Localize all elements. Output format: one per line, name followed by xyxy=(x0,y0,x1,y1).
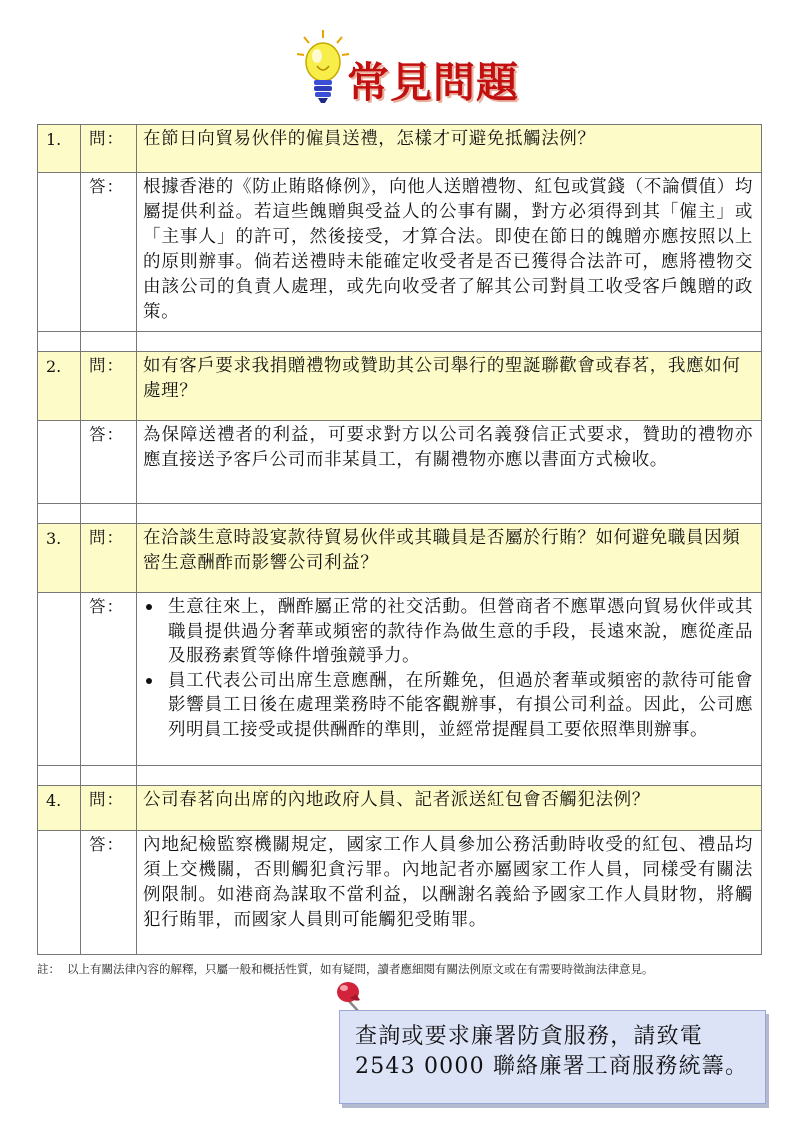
answer-row xyxy=(38,831,762,955)
contact-line-1: 查詢或要求廉署防貪服務，請致電 xyxy=(355,1024,704,1049)
question-row xyxy=(38,786,762,831)
page-header xyxy=(0,0,800,118)
question-row xyxy=(38,125,762,173)
answer-label: 答： xyxy=(89,597,124,616)
question-number: 3. xyxy=(46,529,62,548)
question-number: 4. xyxy=(46,791,62,810)
answer-label: 答： xyxy=(89,835,124,854)
question-label: 問： xyxy=(89,356,124,375)
faq-table xyxy=(37,124,762,955)
answer-row xyxy=(38,421,762,504)
footnote-label: 註： xyxy=(37,962,60,976)
spacer-row xyxy=(38,504,762,524)
answer-label: 答： xyxy=(89,425,124,444)
footnote xyxy=(37,961,762,977)
answer-text: 根據香港的《防止賄賂條例》，向他人送贈禮物、紅包或賞錢（不論價值）均屬提供利益。若這些餽贈與受益人的公事有關，對方必須得到其「僱主」或「主事人」的許可，然後接受，才算合法。即使在節日的餽贈亦應按照以上的原則辦事。倘若送禮時未能確定收受者是否已獲得合法許可，應將禮物交由該公司的負責人處理，或先向收受者了解其公司對員工收受客戶餽贈的政策。 xyxy=(143,177,753,322)
question-label: 問： xyxy=(89,790,124,809)
question-number: 2. xyxy=(46,357,62,376)
answer-label: 答： xyxy=(89,177,124,196)
answer-bullet-list xyxy=(137,593,761,746)
question-text: 公司春茗向出席的內地政府人員、記者派送紅包會否觸犯法例？ xyxy=(143,790,650,810)
contact-line-2: 2543 0000 聯絡廉署工商服務統籌。 xyxy=(355,1054,749,1079)
question-label: 問： xyxy=(89,528,124,547)
spacer-row xyxy=(38,332,762,352)
answer-text: 為保障送禮者的利益，可要求對方以公司名義發信正式要求，贊助的禮物亦應直接送予客戶公司而非某員工，有關禮物亦應以書面方式檢收。 xyxy=(143,425,753,470)
answer-row xyxy=(38,173,762,332)
question-text: 在節日向貿易伙伴的僱員送禮，怎樣才可避免抵觸法例？ xyxy=(143,129,596,149)
question-text: 如有客戶要求我捐贈禮物或贊助其公司舉行的聖誕聯歡會或春茗，我應如何處理？ xyxy=(143,356,741,401)
question-row xyxy=(38,524,762,593)
answer-bullet: 員工代表公司出席生意應酬，在所難免，但過於奢華或頻密的款待可能會影響員工日後在處理業務時不能客觀辦事，有損公司利益。因此，公司應列明員工接受或提供酬酢的準則，並經常提醒員工要依照準則辦事。 xyxy=(143,669,753,743)
spacer-row xyxy=(38,766,762,786)
footnote-text: 以上有關法律內容的解釋，只屬一般和概括性質，如有疑問，讀者應細閱有關法例原文或在有需要時徵詢法律意見。 xyxy=(67,962,654,976)
contact-box xyxy=(339,1010,766,1104)
answer-bullet: 生意往來上，酬酢屬正常的社交活動。但營商者不應單憑向貿易伙伴或其職員提供過分奢華或頻密的款待作為做生意的手段，長遠來說，應從產品及服務素質等條件增強競爭力。 xyxy=(143,595,753,669)
lightbulb-icon xyxy=(296,28,350,108)
page-title: 常見問題 xyxy=(347,58,520,107)
question-label: 問： xyxy=(89,129,124,148)
question-number: 1. xyxy=(46,130,62,149)
question-text: 在洽談生意時設宴款待貿易伙伴或其職員是否屬於行賄？如何避免職員因頻密生意酬酢而影響公司利益？ xyxy=(143,528,741,573)
question-row xyxy=(38,352,762,421)
answer-row xyxy=(38,593,762,766)
answer-text: 內地紀檢監察機關規定，國家工作人員參加公務活動時收受的紅包、禮品均須上交機關，否則觸犯貪污罪。內地記者亦屬國家工作人員，同樣受有關法例限制。如港商為謀取不當利益，以酬謝名義給予國家工作人員財物，將觸犯行賄罪，而國家人員則可能觸犯受賄罪。 xyxy=(143,835,753,930)
